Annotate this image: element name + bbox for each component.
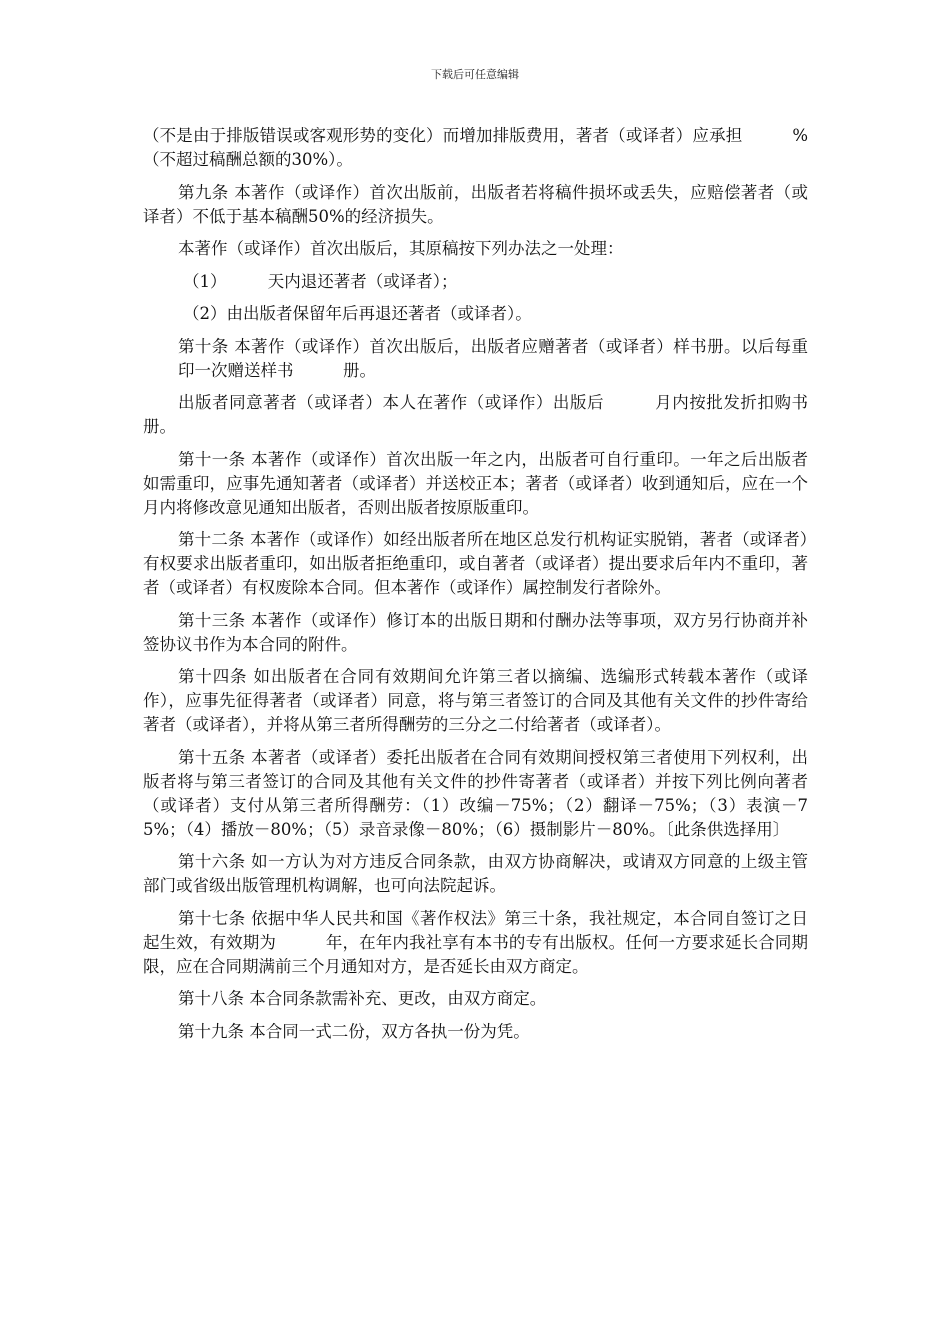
clause-13: 第十三条 本著作（或译作）修订本的出版日期和付酬办法等事项，双方另行协商并补签协议书作为本合同的附件。 (143, 610, 808, 654)
clause-14: 第十四条 如出版者在合同有效期间允许第三者以摘编、选编形式转载本著作（或译作），应事先征得著者（或译者）同意，将与第三者签订的合同及其他有关文件的抄件寄给著者（或译者），并将从第三者所得酬劳的三分之二付给著者（或译者）。 (143, 667, 808, 734)
page-header: 下载后可任意编辑 (431, 68, 519, 81)
clause-10-discount-purchase: 出版者同意著者（或译者）本人在著作（或译作）出版后 月内按批发折扣购书册。 (143, 393, 808, 436)
clause-11: 第十一条 本著作（或译作）首次出版一年之内，出版者可自行重印。一年之后出版者如需重印，应事先通知著者（或译者）并送校正本；著者（或译者）收到通知后，应在一个月内将修改意见通知出版者，否则出版者按原版重印。 (143, 449, 808, 517)
document-body (143, 124, 808, 1052)
manuscript-handling-intro: 本著作（或译作）首次出版后，其原稿按下列办法之一处理： (178, 239, 624, 258)
clause-15: 第十五条 本著者（或译者）委托出版者在合同有效期间授权第三者使用下列权利，出版者将与第三者签订的合同及其他有关文件的抄件寄著者（或译者）并按下列比例向著者（或译者）支付从第三者所得酬劳：（1）改编－75%；（2）翻译－75%；（3）表演－75%；（4）播放－80%；（5）录音录像－80%；（6）摄制影片－80%。〔此条供选择用〕 (143, 747, 808, 839)
clause-19: 第十九条 本合同一式二份，双方各执一份为凭。 (178, 1021, 530, 1041)
paragraph-continuation: （不是由于排版错误或客观形势的变化）而增加排版费用，著者（或译者）应承担 %（不超过稿酬总额的30%）。 (143, 126, 808, 169)
manuscript-option-2: （2）由出版者保留年后再退还著者（或译者）。 (183, 304, 532, 323)
clause-17: 第十七条 依据中华人民共和国《著作权法》第三十条，我社规定，本合同自签订之日起生效，有效期为 年，在年内我社享有本书的专有出版权。任何一方要求延长合同期限，应在合同期满前三个月通知对方，是否延长由双方商定。 (143, 908, 808, 976)
clause-10: 第十条 本著作（或译作）首次出版后，出版者应赠著者（或译者）样书册。以后每重印一次赠送样书 册。 (178, 336, 808, 380)
clause-9: 第九条 本著作（或译作）首次出版前，出版者若将稿件损坏或丢失，应赔偿著者（或译者）不低于基本稿酬50%的经济损失。 (143, 182, 808, 226)
manuscript-option-1: （1） 天内退还著者（或译者）； (183, 271, 458, 291)
clause-12: 第十二条 本著作（或译作）如经出版者所在地区总发行机构证实脱销，著者（或译者）有权要求出版者重印，如出版者拒绝重印，或自著者（或译者）提出要求后年内不重印，著者（或译者）有权废除本合同。但本著作（或译作）属控制发行者除外。 (143, 530, 808, 597)
clause-18: 第十八条 本合同条款需补充、更改，由双方商定。 (178, 989, 547, 1008)
clause-16: 第十六条 如一方认为对方违反合同条款，由双方协商解决，或请双方同意的上级主管部门或省级出版管理机构调解，也可向法院起诉。 (143, 852, 808, 895)
